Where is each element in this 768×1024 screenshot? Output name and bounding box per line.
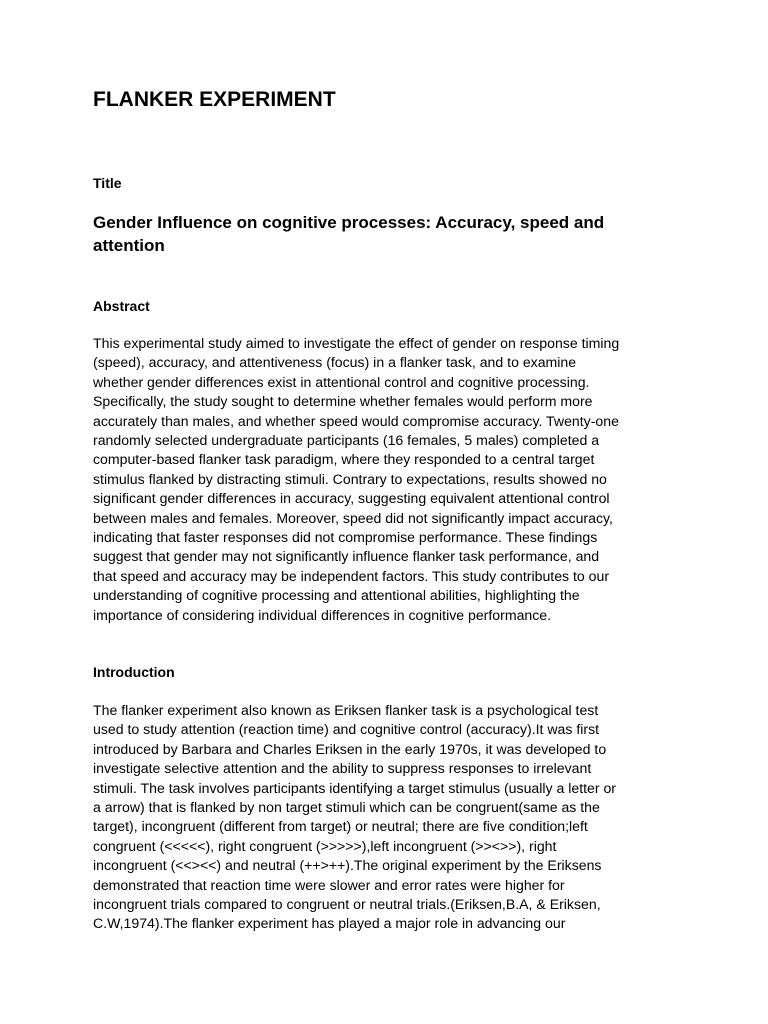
abstract-line: computer-based flanker task paradigm, where they responded to a central target	[93, 451, 595, 468]
abstract-line: understanding of cognitive processing and attentional abilities, highlighting the	[93, 587, 580, 604]
abstract-line: stimulus flanked by distracting stimuli. Contrary to expectations, results showed no	[93, 470, 607, 487]
abstract-line: accurately than males, and whether speed would compromise accuracy. Twenty-one	[93, 412, 619, 429]
introduction-line: congruent (<<<<<), right congruent (>>>>>),left incongruent (>><>>), right	[93, 837, 557, 854]
abstract-line: randomly selected undergraduate participants (16 females, 5 males) completed a	[93, 432, 600, 449]
abstract-line: that speed and accuracy may be independent factors. This study contributes to our	[93, 567, 610, 584]
abstract-line: Specifically, the study sought to determine whether females would perform more	[93, 393, 593, 410]
introduction-line: C.W,1974).The flanker experiment has played a major role in advancing our	[93, 915, 566, 932]
abstract-line: between males and females. Moreover, speed did not significantly impact accuracy,	[93, 509, 613, 526]
document-heading: FLANKER EXPERIMENT	[93, 88, 336, 111]
introduction-line: target), incongruent (different from target) or neutral; there are five condition;left	[93, 818, 588, 835]
abstract-line: significant gender differences in accuracy, suggesting equivalent attentional control	[93, 490, 610, 507]
abstract-paragraph	[93, 334, 678, 625]
introduction-line: The flanker experiment also known as Eriksen flanker task is a psychological test	[93, 702, 599, 718]
introduction-line: incongruent (<<><<) and neutral (++>++).The original experiment by the Eriksens	[93, 857, 602, 874]
introduction-line: incongruent trials compared to congruent or neutral trials.(Eriksen,B.A, & Eriksen,	[93, 896, 601, 913]
introduction-line: stimuli. The task involves participants identifying a target stimulus (usually a letter or	[93, 779, 617, 796]
introduction-section-label: Introduction	[93, 664, 175, 680]
paper-title: Gender Influence on cognitive processes: Accuracy, speed and attention	[93, 213, 605, 255]
introduction-line: used to study attention (reaction time) and cognitive control (accuracy).It was first	[93, 721, 600, 738]
abstract-section-label: Abstract	[93, 298, 150, 314]
title-section-label: Title	[93, 175, 122, 191]
abstract-line: indicating that faster responses did not compromise performance. These findings	[93, 529, 598, 546]
abstract-line: (speed), accuracy, and attentiveness (focus) in a flanker task, and to examine	[93, 354, 577, 371]
introduction-paragraph	[93, 701, 678, 934]
abstract-line: whether gender differences exist in attentional control and cognitive processing.	[93, 373, 590, 390]
introduction-line: demonstrated that reaction time were slower and error rates were higher for	[93, 876, 565, 893]
abstract-line: This experimental study aimed to investigate the effect of gender on response timing	[93, 335, 620, 351]
abstract-line: suggest that gender may not significantly influence flanker task performance, and	[93, 548, 600, 565]
introduction-line: a arrow) that is flanked by non target stimuli which can be congruent(same as the	[93, 799, 600, 816]
introduction-line: investigate selective attention and the ability to suppress responses to irrelevant	[93, 760, 592, 777]
introduction-line: introduced by Barbara and Charles Eriksen in the early 1970s, it was developed to	[93, 740, 607, 757]
abstract-line: importance of considering individual differences in cognitive performance.	[93, 606, 552, 623]
